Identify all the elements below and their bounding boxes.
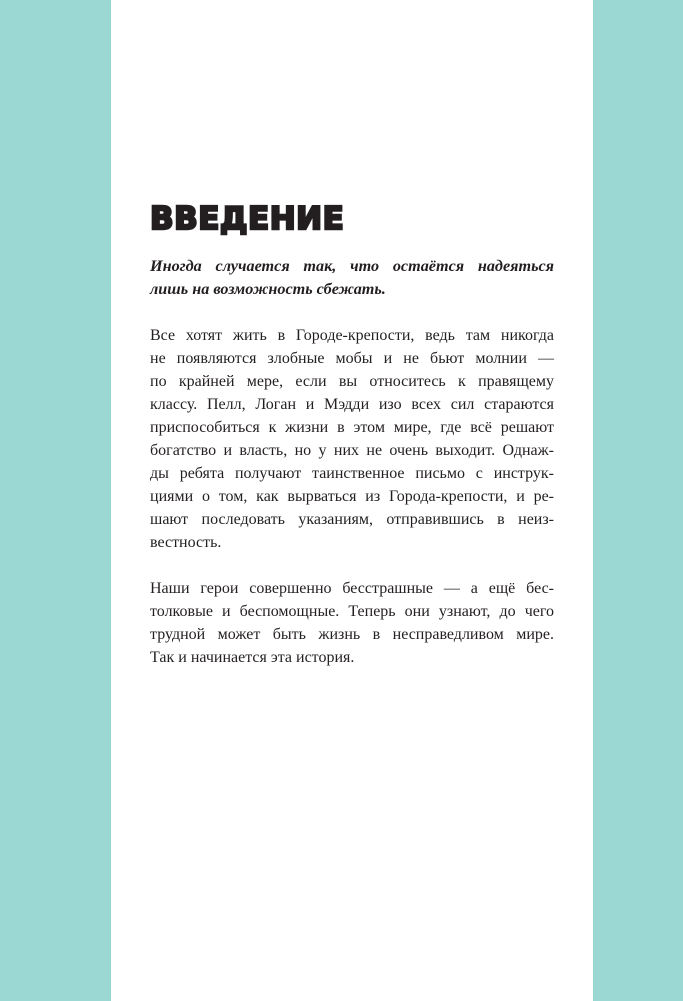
text-line: Так и начинается эта история. [150,649,355,666]
book-page [111,0,593,1001]
text-line: классу. Пелл, Логан и Мэдди изо всех сил стараются [150,396,554,413]
text-line: ды ребята получают таинственное письмо с инструк- [150,465,554,482]
page-content [150,201,554,692]
text-line: богатство и власть, но у них не очень выходит. Однаж- [150,442,554,459]
text-line: Наши герои совершенно бесстрашные — а ещё бес- [150,580,554,597]
lead-line: лишь на возможность сбежать. [150,280,386,298]
text-line: Все хотят жить в Городе-крепости, ведь там никогда [150,327,554,344]
chapter-title: ВВЕДЕНИЕ [150,201,345,237]
text-line: приспособиться к жизни в этом мире, где всё решают [150,419,554,436]
lead-paragraph [150,255,554,301]
body-paragraph-2 [150,577,554,669]
text-line: толковые и беспомощные. Теперь они узнают, до чего [150,603,554,620]
body-paragraph-1 [150,324,554,554]
lead-line: Иногда случается так, что остаётся надеяться [150,257,554,275]
text-line: вестность. [150,534,222,551]
text-line: трудной может быть жизнь в несправедливом мире. [150,626,554,643]
text-line: шают последовать указаниям, отправившись в неиз- [150,511,554,528]
text-line: по крайней мере, если вы относитесь к правящему [150,373,554,390]
text-line: не появляются злобные мобы и не бьют молнии — [150,350,554,367]
text-line: циями о том, как вырваться из Города-крепости, и ре- [150,488,554,505]
right-side-band [593,0,683,1001]
left-side-band [0,0,111,1001]
